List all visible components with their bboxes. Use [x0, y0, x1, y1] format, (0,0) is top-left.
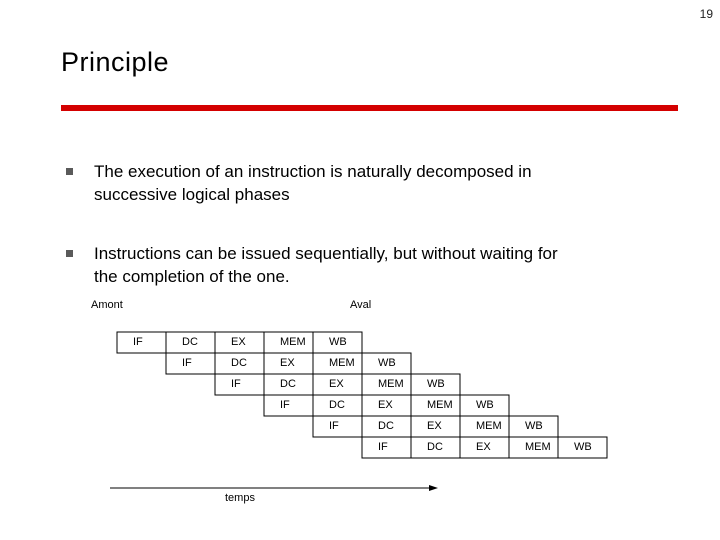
- bullet-line: the completion of the one.: [94, 267, 290, 286]
- pipeline-stage-label: MEM: [378, 378, 404, 390]
- pipeline-stage-label: IF: [378, 441, 388, 453]
- pipeline-stage-label: DC: [427, 441, 443, 453]
- pipeline-stage-label: WB: [378, 357, 396, 369]
- pipeline-stage-label: IF: [329, 420, 339, 432]
- arrow-head-icon: [429, 485, 438, 491]
- upstream-label: Amont: [91, 299, 123, 311]
- pipeline-stage-label: MEM: [427, 399, 453, 411]
- pipeline-stage-label: IF: [231, 378, 241, 390]
- pipeline-stage-label: WB: [427, 378, 445, 390]
- pipeline-stage-label: IF: [280, 399, 290, 411]
- slide-number: 19: [699, 7, 713, 21]
- pipeline-stage-label: WB: [476, 399, 494, 411]
- pipeline-stage-label: WB: [525, 420, 543, 432]
- pipeline-stage-label: EX: [231, 336, 246, 348]
- pipeline-stage-label: WB: [329, 336, 347, 348]
- pipeline-stage-label: IF: [182, 357, 192, 369]
- bullet-line: The execution of an instruction is naturally decomposed in: [94, 162, 532, 181]
- pipeline-stage-label: DC: [280, 378, 296, 390]
- pipeline-stage-label: EX: [280, 357, 295, 369]
- bullet-line: Instructions can be issued sequentially, but without waiting for: [94, 244, 558, 263]
- pipeline-stage-label: MEM: [280, 336, 306, 348]
- pipeline-stage-label: EX: [329, 378, 344, 390]
- pipeline-stage-label: DC: [231, 357, 247, 369]
- pipeline-stage-label: DC: [378, 420, 394, 432]
- bullet-line: successive logical phases: [94, 185, 290, 204]
- pipeline-stage-label: DC: [329, 399, 345, 411]
- pipeline-stage-label: DC: [182, 336, 198, 348]
- pipeline-stage-label: WB: [574, 441, 592, 453]
- pipeline-stage-label: MEM: [329, 357, 355, 369]
- pipeline-stage-label: EX: [476, 441, 491, 453]
- pipeline-stage-label: MEM: [525, 441, 551, 453]
- slide-title: Principle: [61, 47, 170, 77]
- pipeline-stage-label: EX: [427, 420, 442, 432]
- pipeline-stage-label: EX: [378, 399, 393, 411]
- pipeline-stage-label: IF: [133, 336, 143, 348]
- downstream-label: Aval: [350, 299, 372, 311]
- pipeline-stage-label: MEM: [476, 420, 502, 432]
- time-axis-label: temps: [225, 492, 255, 504]
